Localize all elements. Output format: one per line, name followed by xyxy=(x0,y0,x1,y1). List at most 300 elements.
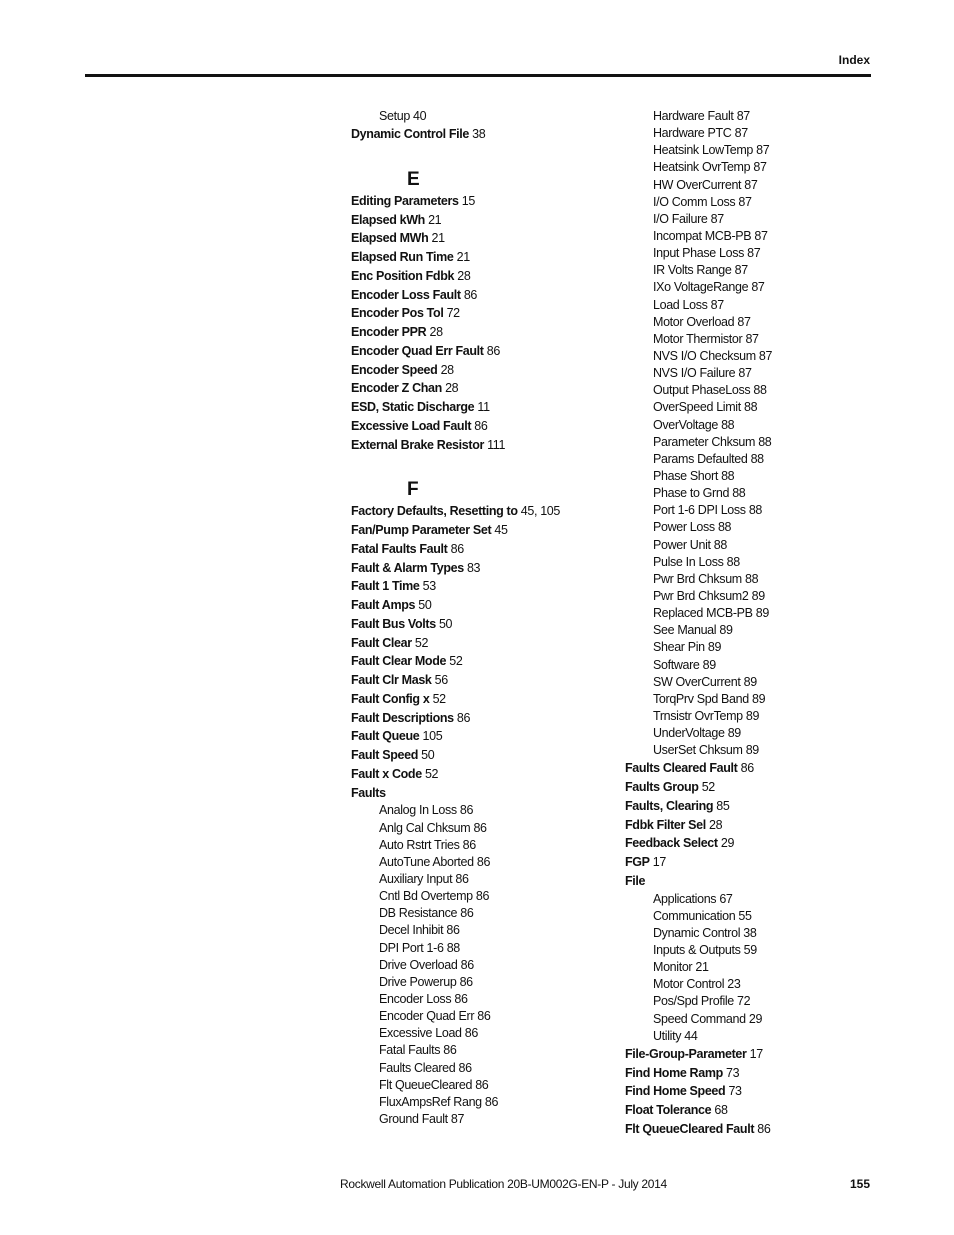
index-entry-fan-pump-parameter-set xyxy=(351,521,621,540)
entry-term: Utility xyxy=(653,1028,682,1043)
section-header: Index xyxy=(838,53,870,67)
index-entry-find-home-speed xyxy=(625,1082,915,1101)
entry-term: Dynamic Control xyxy=(653,925,741,940)
entry-term: Phase to Grnd xyxy=(653,486,730,501)
index-entry-external-brake-resistor xyxy=(351,436,621,455)
entry-pages: 15 xyxy=(461,193,475,208)
entry-term: FluxAmpsRef Rang xyxy=(379,1094,482,1109)
entry-term: TorqPrv Spd Band xyxy=(653,691,749,706)
entry-term: Incompat MCB-PB xyxy=(653,228,752,243)
index-entry-faults xyxy=(351,784,621,803)
footer-publication: Rockwell Automation Publication 20B-UM002G-EN-P - July 2014 xyxy=(340,1177,667,1191)
index-subentry-load-loss xyxy=(625,297,915,314)
entry-term: File xyxy=(625,873,646,888)
entry-term: Monitor xyxy=(653,960,693,975)
index-entry-elapsed-run-time xyxy=(351,248,621,267)
entry-term: Anlg Cal Chksum xyxy=(379,820,471,835)
index-subentry-applications xyxy=(625,891,915,908)
entry-pages: 86 xyxy=(450,541,464,556)
index-subentry-encoder-loss xyxy=(351,991,621,1008)
index-subentry-shear-pin xyxy=(625,639,915,656)
entry-pages: 52 xyxy=(449,654,463,669)
entry-pages: 53 xyxy=(422,579,436,594)
entry-pages: 86 xyxy=(456,710,471,725)
entry-term: Factory Defaults, Resetting to xyxy=(351,504,518,519)
entry-term: UnderVoltage xyxy=(653,726,725,741)
entry-pages: 87 xyxy=(747,246,761,261)
entry-pages: 73 xyxy=(726,1065,740,1080)
entry-pages: 56 xyxy=(434,673,448,688)
entry-term: Flt QueueCleared Fault xyxy=(625,1121,755,1136)
entry-pages: 86 xyxy=(460,957,474,972)
index-subentry-inputs-outputs xyxy=(625,942,915,959)
entry-pages: 88 xyxy=(743,400,758,415)
entry-term: HW OverCurrent xyxy=(653,177,742,192)
entry-pages: 72 xyxy=(446,306,460,321)
entry-term: Encoder Speed xyxy=(351,362,438,377)
entry-pages: 88 xyxy=(753,383,767,398)
entry-pages: 87 xyxy=(753,160,767,175)
index-subentry-anlg-cal-chksum xyxy=(351,820,621,837)
entry-pages: 11 xyxy=(477,400,490,415)
entry-term: Hardware Fault xyxy=(653,109,734,123)
index-subentry-faults-cleared xyxy=(351,1060,621,1077)
index-subentry-ground-fault xyxy=(351,1111,621,1128)
entry-pages: 86 xyxy=(484,1094,499,1109)
index-entry-flt-queuecleared-fault xyxy=(625,1120,915,1139)
entry-pages: 21 xyxy=(431,231,445,246)
index-subentry-fatal-faults xyxy=(351,1042,621,1059)
entry-pages: 59 xyxy=(743,943,757,958)
index-entry-faults-clearing xyxy=(625,797,915,816)
entry-pages: 29 xyxy=(748,1011,763,1026)
index-subentry-sw-overcurrent xyxy=(625,674,915,691)
entry-pages: 86 xyxy=(474,418,488,433)
index-subentry-flt-queuecleared xyxy=(351,1077,621,1094)
entry-pages: 89 xyxy=(727,726,741,741)
entry-pages: 87 xyxy=(756,143,770,158)
index-subentry-heatsink-lowtemp xyxy=(625,142,915,159)
index-subentry-ixo-voltagerange xyxy=(625,279,915,296)
entry-term: Float Tolerance xyxy=(625,1103,712,1118)
entry-pages: 86 xyxy=(757,1121,771,1136)
entry-term: Pwr Brd Chksum xyxy=(653,571,742,586)
letter-f: F xyxy=(407,479,419,501)
index-subentry-torqprv-spd-band xyxy=(625,691,915,708)
index-subentry-speed-command xyxy=(625,1011,915,1028)
index-entry-encoder-speed xyxy=(351,361,621,380)
entry-pages: 83 xyxy=(466,560,481,575)
entry-pages: 86 xyxy=(443,1043,457,1058)
entry-term: Fdbk Filter Sel xyxy=(625,817,706,832)
entry-term: Encoder Loss Fault xyxy=(351,287,461,302)
entry-pages: 21 xyxy=(695,960,709,975)
entry-term: Load Loss xyxy=(653,297,708,312)
entry-term: Fault Amps xyxy=(351,598,416,613)
entry-term: Heatsink OvrTemp xyxy=(653,160,751,175)
index-entry-faults-cleared-fault xyxy=(625,759,915,778)
entry-pages: 67 xyxy=(719,891,733,906)
index-subentry-auto-rstrt-tries xyxy=(351,837,621,854)
entry-pages: 72 xyxy=(737,994,751,1009)
entry-term: NVS I/O Checksum xyxy=(653,348,756,363)
entry-pages: 44 xyxy=(684,1028,698,1043)
entry-term: Speed Command xyxy=(653,1011,746,1026)
index-entry-fgp xyxy=(625,853,915,872)
entry-pages: 52 xyxy=(424,766,439,781)
index-subentry-hardware-fault xyxy=(625,108,915,125)
index-subentry-dynamic-control xyxy=(625,925,915,942)
index-subentry-params-defaulted xyxy=(625,451,915,468)
index-subentry-software xyxy=(625,657,915,674)
entry-pages: 86 xyxy=(460,906,474,921)
index-entry-file xyxy=(625,872,915,891)
index-subentry-see-manual xyxy=(625,622,915,639)
entry-term: Fault Clr Mask xyxy=(351,673,432,688)
index-subentry-db-resistance xyxy=(351,905,621,922)
index-entry-encoder-ppr xyxy=(351,323,621,342)
entry-term: Faults, Clearing xyxy=(625,798,714,813)
entry-pages: 52 xyxy=(432,691,446,706)
entry-term: Analog In Loss xyxy=(379,803,457,818)
entry-pages: 105 xyxy=(422,729,443,744)
entry-pages: 86 xyxy=(486,343,500,358)
entry-pages: 85 xyxy=(716,798,730,813)
entry-pages: 87 xyxy=(745,331,759,346)
entry-pages: 68 xyxy=(714,1103,728,1118)
entry-pages: 86 xyxy=(475,889,490,904)
entry-term: Power Loss xyxy=(653,520,715,535)
index-subentry-utility xyxy=(625,1028,915,1045)
entry-term: DB Resistance xyxy=(379,906,458,921)
index-subentry-power-unit xyxy=(625,537,915,554)
entry-pages: 23 xyxy=(727,977,741,992)
entry-term: I/O Comm Loss xyxy=(653,194,736,209)
entry-term: IR Volts Range xyxy=(653,263,732,278)
entry-term: Elapsed MWh xyxy=(351,231,429,246)
entry-term: Encoder Pos Tol xyxy=(351,306,444,321)
index-entry-fault-queue xyxy=(351,727,621,746)
entry-pages: 52 xyxy=(701,780,715,795)
entry-pages: 87 xyxy=(738,194,752,209)
letter-e: E xyxy=(407,168,420,190)
entry-term: Fault Bus Volts xyxy=(351,616,436,631)
entry-term: Heatsink LowTemp xyxy=(653,143,754,158)
index-subentry-undervoltage xyxy=(625,725,915,742)
entry-term: FGP xyxy=(625,855,650,870)
index-subentry-phase-short xyxy=(625,468,915,485)
entry-pages: 87 xyxy=(738,366,752,381)
entry-pages: 87 xyxy=(734,126,748,141)
entry-term: Motor Overload xyxy=(653,314,735,329)
entry-term: Pos/Spd Profile xyxy=(653,994,734,1009)
entry-pages: 17 xyxy=(652,855,666,870)
entry-pages: 87 xyxy=(710,211,724,226)
index-subentry-pwr-brd-chksum xyxy=(625,571,915,588)
entry-term: Fault x Code xyxy=(351,766,422,781)
entry-term: Fatal Faults Fault xyxy=(351,541,448,556)
entry-pages: 88 xyxy=(721,417,735,432)
index-subentry-decel-inhibit xyxy=(351,922,621,939)
entry-pages: 50 xyxy=(438,616,453,631)
index-subentry-excessive-load xyxy=(351,1025,621,1042)
entry-term: Encoder Z Chan xyxy=(351,381,442,396)
entry-pages: 55 xyxy=(738,908,752,923)
index-subentry-heatsink-ovrtemp xyxy=(625,159,915,176)
index-entry-fault-config-x xyxy=(351,690,621,709)
entry-term: Elapsed Run Time xyxy=(351,250,454,265)
index-entry-encoder-loss-fault xyxy=(351,286,621,305)
entry-term: Fault Queue xyxy=(351,729,420,744)
entry-pages: 86 xyxy=(476,854,491,869)
index-subentry-userset-chksum xyxy=(625,742,915,759)
entry-term: Fan/Pump Parameter Set xyxy=(351,523,492,538)
index-subentry-pos-spd-profile xyxy=(625,993,915,1010)
entry-term: Fatal Faults xyxy=(379,1043,441,1058)
entry-pages: 88 xyxy=(750,451,764,466)
entry-term: SW OverCurrent xyxy=(653,674,741,689)
entry-pages: 89 xyxy=(745,708,760,723)
entry-pages: 86 xyxy=(477,1009,491,1024)
entry-pages: 89 xyxy=(702,657,716,672)
index-entry-encoder-z-chan xyxy=(351,379,621,398)
entry-pages: 38 xyxy=(743,925,757,940)
entry-term: Fault Clear xyxy=(351,635,412,650)
entry-term: Output PhaseLoss xyxy=(653,383,751,398)
index-subentry-phase-to-grnd xyxy=(625,485,915,502)
entry-term: Applications xyxy=(653,891,717,906)
entry-pages: 86 xyxy=(455,871,469,886)
index-entry-faults-group xyxy=(625,778,915,797)
entry-pages: 52 xyxy=(414,635,429,650)
entry-pages: 86 xyxy=(446,923,460,938)
index-entry-elapsed-kwh xyxy=(351,211,621,230)
index-entry-fault-amps xyxy=(351,596,621,615)
entry-term: AutoTune Aborted xyxy=(379,854,474,869)
index-column-left xyxy=(351,108,621,1128)
entry-pages: 87 xyxy=(758,348,773,363)
index-entry-esd-static-discharge xyxy=(351,398,621,417)
index-entry-fault-clear-mode xyxy=(351,652,621,671)
index-subentry-dpi-port-1-6 xyxy=(351,940,621,957)
index-subentry-setup xyxy=(351,108,621,125)
entry-term: Port 1-6 DPI Loss xyxy=(653,503,746,518)
entry-term: Setup xyxy=(379,109,410,123)
entry-term: Excessive Load Fault xyxy=(351,418,472,433)
index-entry-fdbk-filter-sel xyxy=(625,816,915,835)
entry-term: See Manual xyxy=(653,623,717,638)
entry-pages: 88 xyxy=(446,940,460,955)
header-divider xyxy=(85,74,871,77)
entry-term: ESD, Static Discharge xyxy=(351,400,475,415)
entry-term: Find Home Speed xyxy=(625,1084,726,1099)
index-subentry-incompat-mcb-pb xyxy=(625,228,915,245)
entry-term: Decel Inhibit xyxy=(379,923,444,938)
entry-term: Power Unit xyxy=(653,537,711,552)
entry-term: Feedback Select xyxy=(625,836,718,851)
index-entry-excessive-load-fault xyxy=(351,417,621,436)
entry-term: External Brake Resistor xyxy=(351,437,484,452)
index-subentry-input-phase-loss xyxy=(625,245,915,262)
index-letter-heading xyxy=(351,144,621,192)
entry-term: Parameter Chksum xyxy=(653,434,756,449)
index-subentry-cntl-bd-overtemp xyxy=(351,888,621,905)
index-subentry-drive-overload xyxy=(351,957,621,974)
entry-term: NVS I/O Failure xyxy=(653,366,736,381)
entry-term: Excessive Load xyxy=(379,1026,462,1041)
index-subentry-output-phaseloss xyxy=(625,382,915,399)
entry-term: Flt QueueCleared xyxy=(379,1077,473,1092)
entry-pages: 111 xyxy=(487,437,506,452)
index-subentry-i-o-failure xyxy=(625,211,915,228)
index-entry-fault-speed xyxy=(351,746,621,765)
index-subentry-fluxampsref-rang xyxy=(351,1094,621,1111)
index-column-right xyxy=(625,108,915,1139)
entry-pages: 88 xyxy=(758,434,772,449)
entry-term: Encoder PPR xyxy=(351,325,427,340)
entry-pages: 87 xyxy=(737,314,751,329)
entry-pages: 89 xyxy=(707,640,722,655)
entry-pages: 89 xyxy=(745,743,759,758)
entry-pages: 50 xyxy=(421,748,435,763)
index-subentry-autotune-aborted xyxy=(351,854,621,871)
entry-pages: 87 xyxy=(751,280,765,295)
entry-pages: 89 xyxy=(751,588,765,603)
index-subentry-drive-powerup xyxy=(351,974,621,991)
index-entry-fault-alarm-types xyxy=(351,559,621,578)
entry-pages: 21 xyxy=(456,250,470,265)
entry-pages: 88 xyxy=(721,468,735,483)
index-subentry-analog-in-loss xyxy=(351,802,621,819)
index-subentry-monitor xyxy=(625,959,915,976)
entry-term: Encoder Quad Err xyxy=(379,1009,475,1024)
entry-pages: 87 xyxy=(736,109,750,123)
entry-pages: 88 xyxy=(713,537,727,552)
entry-term: Faults Group xyxy=(625,780,699,795)
entry-term: OverSpeed Limit xyxy=(653,400,741,415)
index-entry-encoder-pos-tol xyxy=(351,304,621,323)
entry-pages: 73 xyxy=(728,1084,742,1099)
entry-pages: 87 xyxy=(710,297,724,312)
entry-term: Elapsed kWh xyxy=(351,212,425,227)
index-subentry-motor-overload xyxy=(625,314,915,331)
index-subentry-pulse-in-loss xyxy=(625,554,915,571)
index-entry-editing-parameters xyxy=(351,192,621,211)
entry-term: Enc Position Fdbk xyxy=(351,268,455,283)
entry-term: Phase Short xyxy=(653,468,718,483)
index-subentry-nvs-i-o-failure xyxy=(625,365,915,382)
entry-term: Motor Thermistor xyxy=(653,331,743,346)
entry-term: Encoder Quad Err Fault xyxy=(351,343,484,358)
entry-term: Fault & Alarm Types xyxy=(351,560,464,575)
index-entry-factory-defaults-resetting-to xyxy=(351,502,621,521)
entry-pages: 88 xyxy=(732,486,746,501)
entry-term: IXo VoltageRange xyxy=(653,280,749,295)
entry-pages: 86 xyxy=(464,1026,478,1041)
entry-pages: 28 xyxy=(429,325,443,340)
entry-pages: 87 xyxy=(734,263,748,278)
entry-term: I/O Failure xyxy=(653,211,708,226)
entry-term: DPI Port 1-6 xyxy=(379,940,444,955)
entry-term: Software xyxy=(653,657,700,672)
index-subentry-auxiliary-input xyxy=(351,871,621,888)
index-entry-elapsed-mwh xyxy=(351,229,621,248)
entry-term: Pulse In Loss xyxy=(653,554,724,569)
index-subentry-parameter-chksum xyxy=(625,434,915,451)
index-entry-file-group-parameter xyxy=(625,1045,915,1064)
entry-term: File-Group-Parameter xyxy=(625,1046,747,1061)
index-subentry-pwr-brd-chksum2 xyxy=(625,588,915,605)
entry-pages: 86 xyxy=(459,803,474,818)
entry-pages: 88 xyxy=(748,503,763,518)
index-subentry-trnsistr-ovrtemp xyxy=(625,708,915,725)
index-subentry-communication xyxy=(625,908,915,925)
index-entry-fatal-faults-fault xyxy=(351,540,621,559)
entry-pages: 45 xyxy=(494,523,508,538)
entry-pages: 28 xyxy=(457,268,471,283)
index-subentry-encoder-quad-err xyxy=(351,1008,621,1025)
entry-term: Encoder Loss xyxy=(379,991,452,1006)
entry-pages: 86 xyxy=(473,820,487,835)
entry-term: Dynamic Control File xyxy=(351,127,470,142)
entry-term: Motor Control xyxy=(653,977,725,992)
entry-term: Shear Pin xyxy=(653,640,705,655)
entry-term: Communication xyxy=(653,908,736,923)
entry-pages: 86 xyxy=(463,287,478,302)
entry-term: Auxiliary Input xyxy=(379,871,453,886)
entry-term: Replaced MCB-PB xyxy=(653,606,753,621)
entry-term: UserSet Chksum xyxy=(653,743,743,758)
entry-pages: 50 xyxy=(418,598,432,613)
entry-term: Faults Cleared xyxy=(379,1060,456,1075)
index-entry-fault-1-time xyxy=(351,577,621,596)
entry-pages: 86 xyxy=(454,991,468,1006)
entry-pages: 87 xyxy=(744,177,758,192)
entry-pages: 28 xyxy=(445,381,459,396)
entry-pages: 28 xyxy=(709,817,723,832)
entry-pages: 38 xyxy=(472,127,486,142)
entry-term: OverVoltage xyxy=(653,417,718,432)
entry-term: Fault Clear Mode xyxy=(351,654,447,669)
entry-term: Inputs & Outputs xyxy=(653,943,741,958)
index-letter-heading xyxy=(351,454,621,502)
entry-pages: 21 xyxy=(428,212,442,227)
entry-pages: 89 xyxy=(755,606,769,621)
entry-term: Fault Descriptions xyxy=(351,710,454,725)
index-subentry-port-1-6-dpi-loss xyxy=(625,502,915,519)
entry-term: Faults Cleared Fault xyxy=(625,761,738,776)
entry-term: Fault 1 Time xyxy=(351,579,420,594)
entry-pages: 40 xyxy=(413,109,427,123)
index-entry-fault-clear xyxy=(351,634,621,653)
entry-term: Editing Parameters xyxy=(351,193,459,208)
entry-term: Drive Powerup xyxy=(379,974,457,989)
entry-term: Params Defaulted xyxy=(653,451,748,466)
index-entry-fault-bus-volts xyxy=(351,615,621,634)
entry-term: Cntl Bd Overtemp xyxy=(379,889,473,904)
entry-term: Faults xyxy=(351,785,386,800)
index-subentry-ir-volts-range xyxy=(625,262,915,279)
entry-pages: 86 xyxy=(475,1077,489,1092)
index-entry-fault-x-code xyxy=(351,765,621,784)
index-entry-feedback-select xyxy=(625,834,915,853)
index-entry-fault-descriptions xyxy=(351,709,621,728)
entry-term: Fault Config x xyxy=(351,691,430,706)
index-subentry-hw-overcurrent xyxy=(625,177,915,194)
entry-term: Drive Overload xyxy=(379,957,458,972)
index-entry-fault-clr-mask xyxy=(351,671,621,690)
entry-pages: 88 xyxy=(717,520,732,535)
